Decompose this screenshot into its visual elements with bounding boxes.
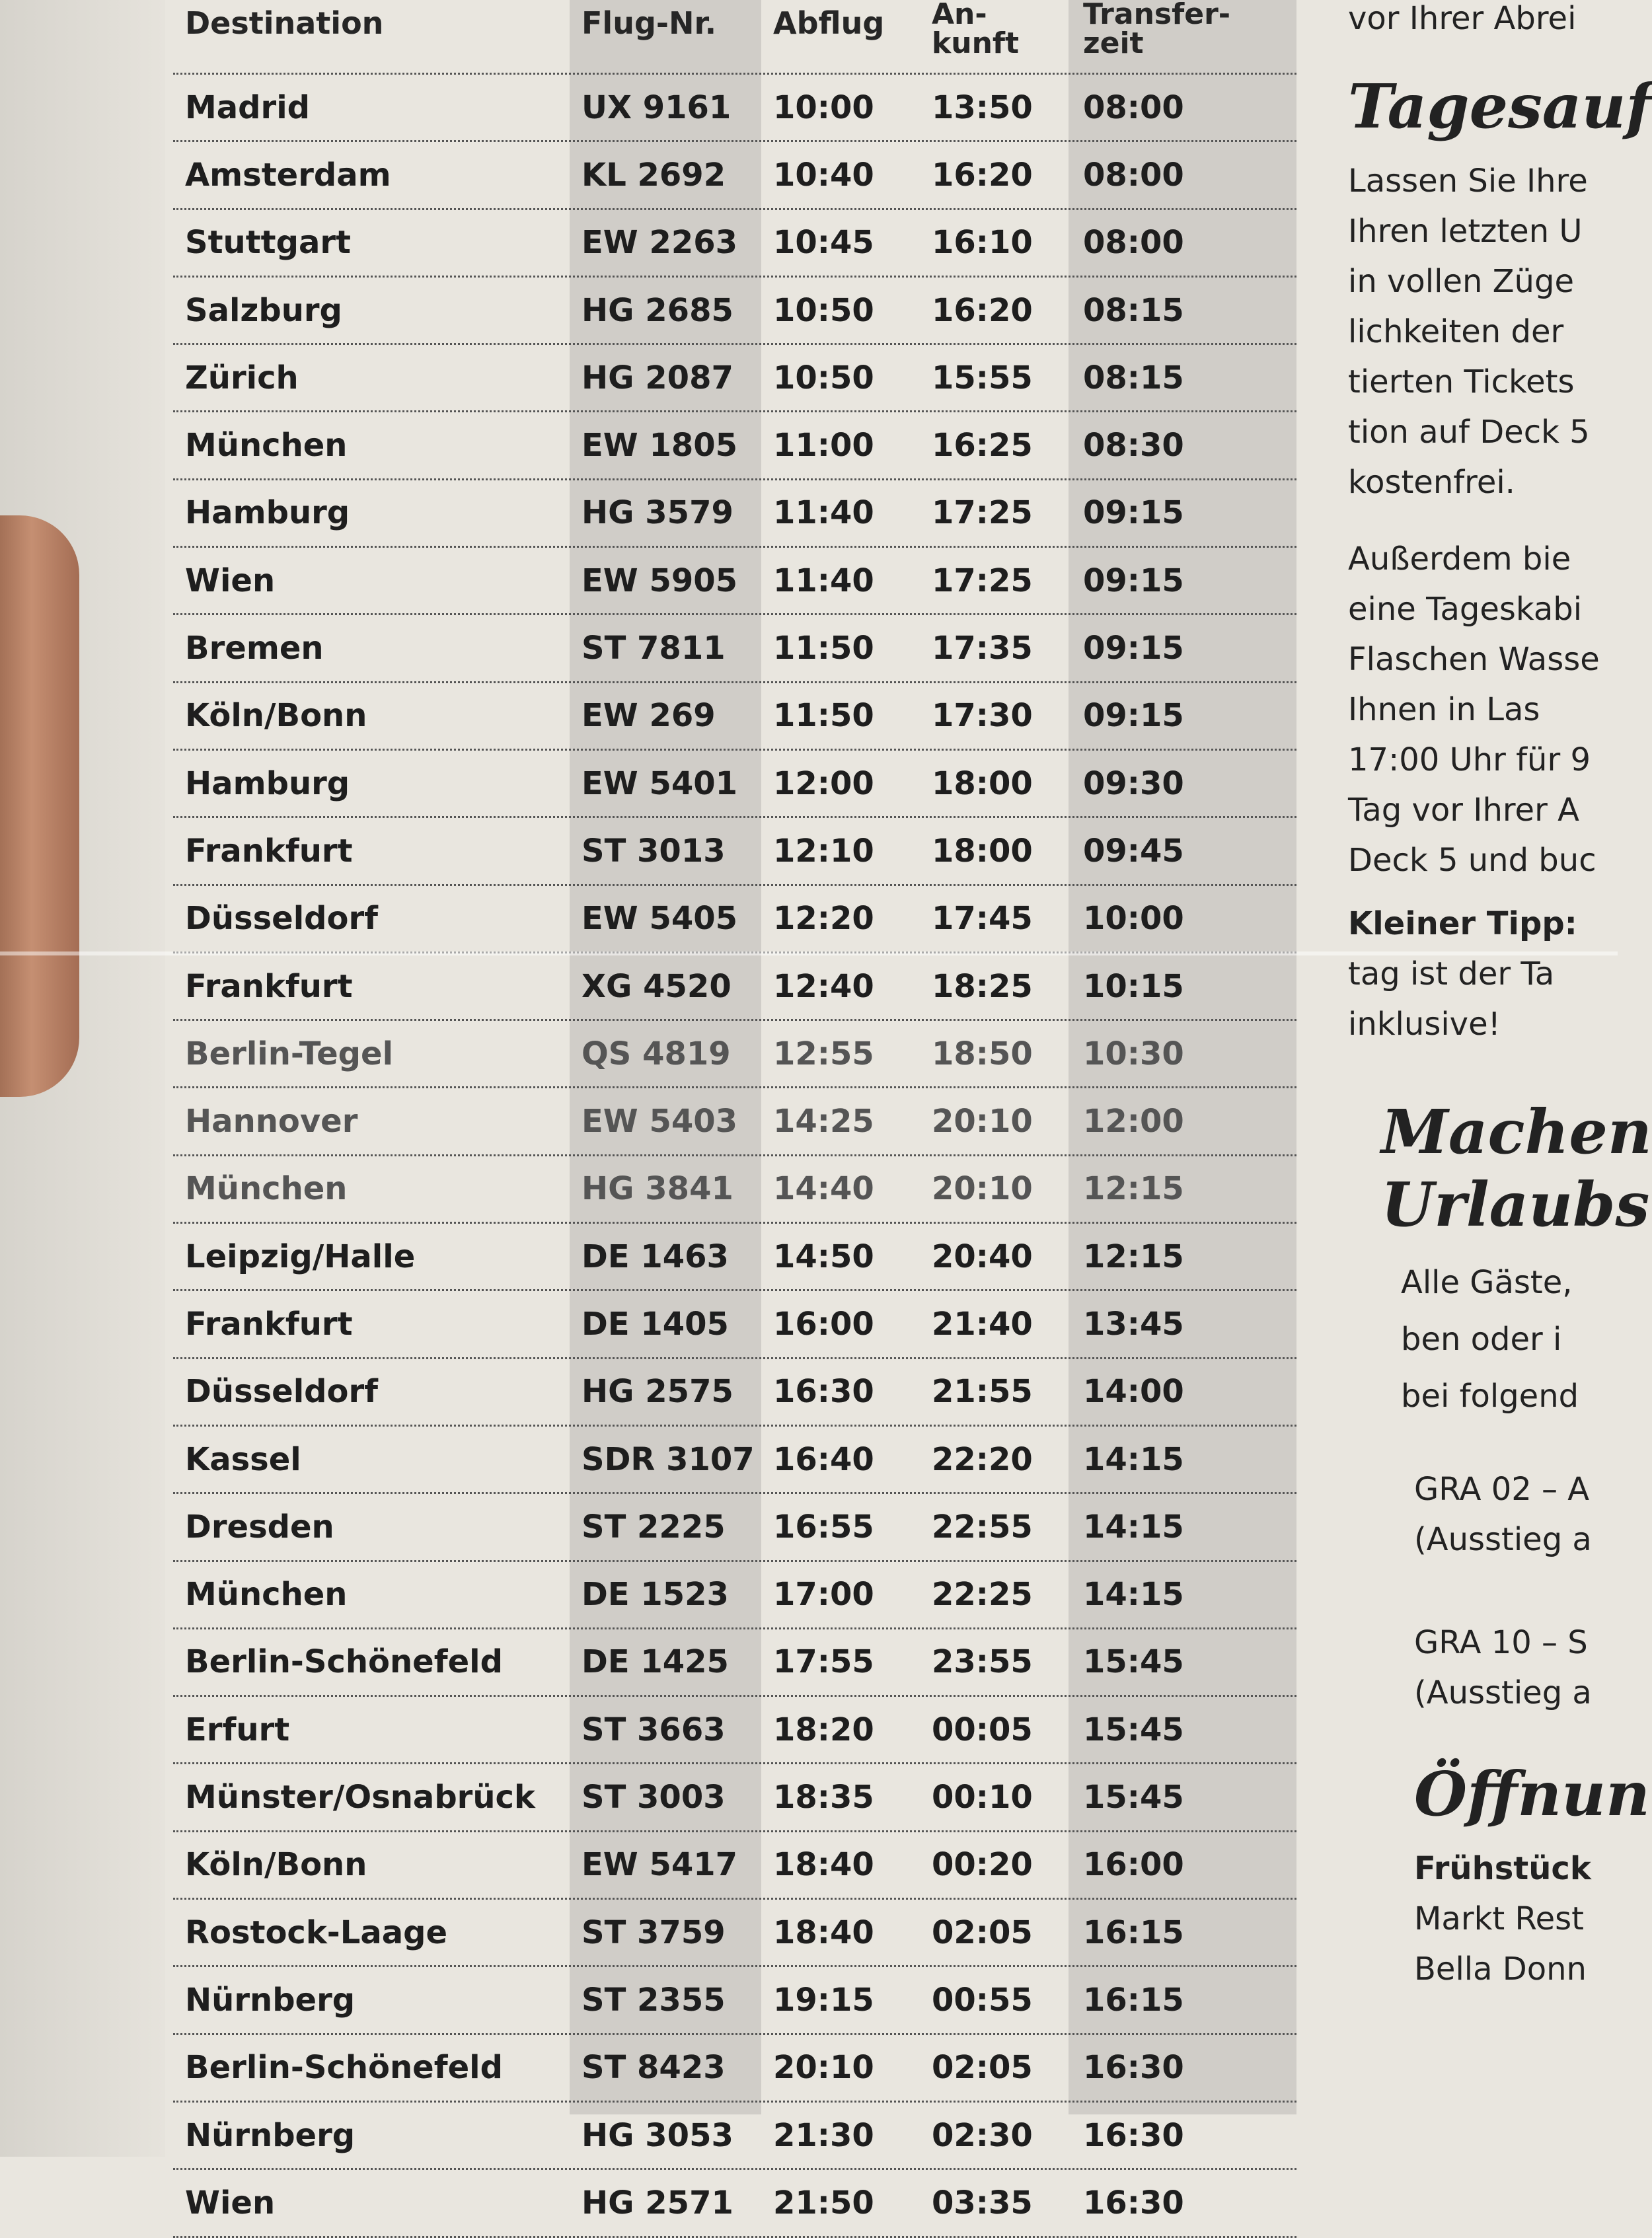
flight-number: SDR 3107 <box>582 1440 755 1478</box>
destination: München <box>185 427 348 465</box>
arrival: 02:05 <box>932 1914 1033 1951</box>
arrival: 02:30 <box>932 2116 1033 2154</box>
table-row <box>173 548 1296 615</box>
departure: 16:30 <box>773 1373 874 1411</box>
departure: 18:40 <box>773 1914 874 1951</box>
transfer-time: 09:45 <box>1083 832 1184 870</box>
table-row <box>173 1764 1296 1832</box>
text-line: Deck 5 und buc <box>1348 842 1596 879</box>
destination: Düsseldorf <box>185 900 379 938</box>
table-row <box>173 1832 1296 1900</box>
table-row <box>173 1494 1296 1561</box>
departure: 10:50 <box>773 359 874 396</box>
table-row <box>173 2170 1296 2237</box>
departure: 12:40 <box>773 967 874 1005</box>
flight-number: QS 4819 <box>582 1035 731 1072</box>
transfer-time: 08:00 <box>1083 156 1184 194</box>
flight-number: ST 3013 <box>582 832 726 870</box>
destination: Dresden <box>185 1508 334 1546</box>
transfer-time: 08:00 <box>1083 224 1184 262</box>
arrival: 22:20 <box>932 1440 1033 1478</box>
departure: 16:00 <box>773 1305 874 1343</box>
flight-number: EW 5905 <box>582 562 738 599</box>
departure: 21:30 <box>773 2116 874 2154</box>
destination: Köln/Bonn <box>185 1846 367 1884</box>
text-line: Alle Gäste, <box>1401 1264 1573 1301</box>
text-line: inklusive! <box>1348 1006 1501 1043</box>
arrival: 17:25 <box>932 562 1033 599</box>
flight-number: DE 1523 <box>582 1576 729 1614</box>
arrival: 02:05 <box>932 2049 1033 2087</box>
destination: Wien <box>185 562 276 599</box>
table-row <box>173 142 1296 209</box>
arrival: 16:20 <box>932 156 1033 194</box>
arrival: 17:25 <box>932 494 1033 532</box>
destination: Frankfurt <box>185 832 353 870</box>
text-line: in vollen Züge <box>1348 263 1574 300</box>
text-line: ben oder i <box>1401 1321 1562 1358</box>
column-header: Abflug <box>773 5 885 41</box>
text-line: Außerdem bie <box>1348 541 1571 578</box>
departure: 17:00 <box>773 1576 874 1614</box>
transfer-time: 09:15 <box>1083 494 1184 532</box>
table-row <box>173 1291 1296 1359</box>
destination: Berlin-Tegel <box>185 1035 394 1072</box>
text-line: bei folgend <box>1401 1378 1579 1415</box>
flight-number: KL 2692 <box>582 156 726 194</box>
transfer-time: 16:15 <box>1083 1914 1184 1951</box>
table-row <box>173 953 1296 1021</box>
flight-number: EW 269 <box>582 697 716 735</box>
table-row <box>173 1156 1296 1224</box>
flight-number: ST 2355 <box>582 1981 726 2019</box>
arrival: 17:30 <box>932 697 1033 735</box>
text-line: Flaschen Wasse <box>1348 641 1600 678</box>
departure: 10:50 <box>773 291 874 329</box>
arrival: 13:50 <box>932 89 1033 126</box>
transfer-time: 15:45 <box>1083 1711 1184 1748</box>
arrival: 17:35 <box>932 630 1033 667</box>
destination: Münster/Osnabrück <box>185 1779 535 1816</box>
transfer-time: 08:15 <box>1083 359 1184 396</box>
table-row <box>173 1224 1296 1291</box>
arrival: 18:50 <box>932 1035 1033 1072</box>
departure: 18:35 <box>773 1779 874 1816</box>
text-line: Ihnen in Las <box>1348 691 1540 728</box>
flight-number: EW 5401 <box>582 765 738 802</box>
table-row <box>173 1562 1296 1629</box>
arrival: 20:10 <box>932 1103 1033 1140</box>
flight-number: HG 2685 <box>582 291 733 329</box>
transfer-time: 16:00 <box>1083 1846 1184 1884</box>
arrival: 18:25 <box>932 967 1033 1005</box>
flight-number: XG 4520 <box>582 967 732 1005</box>
departure: 18:40 <box>773 1846 874 1884</box>
transfer-time: 09:15 <box>1083 630 1184 667</box>
departure: 11:40 <box>773 562 874 599</box>
text-line: tag ist der Ta <box>1348 955 1555 992</box>
text-line: Lassen Sie Ihre <box>1348 163 1588 200</box>
table-row <box>173 1967 1296 2034</box>
departure: 11:40 <box>773 494 874 532</box>
arrival: 23:55 <box>932 1643 1033 1681</box>
transfer-time: 09:15 <box>1083 697 1184 735</box>
flight-number: DE 1463 <box>582 1238 729 1275</box>
flight-number: ST 3003 <box>582 1779 726 1816</box>
departure: 17:55 <box>773 1643 874 1681</box>
text-line: Ihren letzten U <box>1348 213 1583 250</box>
flight-number: DE 1425 <box>582 1643 729 1681</box>
flight-number: EW 5403 <box>582 1103 738 1140</box>
flight-number: HG 3841 <box>582 1170 733 1208</box>
flight-number: EW 5405 <box>582 900 738 938</box>
destination: Bremen <box>185 630 324 667</box>
departure: 12:55 <box>773 1035 874 1072</box>
destination: München <box>185 1576 348 1614</box>
destination: Hamburg <box>185 494 350 532</box>
flight-table <box>173 0 1296 2238</box>
arrival: 00:05 <box>932 1711 1033 1748</box>
flight-number: ST 3759 <box>582 1914 726 1951</box>
flight-number: EW 1805 <box>582 427 738 465</box>
transfer-time: 08:00 <box>1083 89 1184 126</box>
text-line: eine Tageskabi <box>1348 591 1583 628</box>
departure: 16:55 <box>773 1508 874 1546</box>
destination: Wien <box>185 2184 276 2221</box>
arrival: 20:40 <box>932 1238 1033 1275</box>
text-line: vor Ihrer Abrei <box>1348 0 1577 37</box>
arrival: 15:55 <box>932 359 1033 396</box>
table-row <box>173 345 1296 412</box>
text-line: 17:00 Uhr für 9 <box>1348 741 1591 778</box>
text-line: tierten Tickets <box>1348 363 1575 400</box>
right-column-text <box>1348 0 1652 1994</box>
table-row <box>173 1021 1296 1088</box>
departure: 10:45 <box>773 224 874 262</box>
transfer-time: 08:30 <box>1083 427 1184 465</box>
table-row <box>173 1900 1296 1967</box>
table-row <box>173 886 1296 953</box>
departure: 18:20 <box>773 1711 874 1748</box>
text-line: (Ausstieg a <box>1414 1674 1592 1711</box>
transfer-time: 12:00 <box>1083 1103 1184 1140</box>
flight-number: UX 9161 <box>582 89 732 126</box>
column-header: Destination <box>185 5 384 41</box>
destination: Kassel <box>185 1440 301 1478</box>
flight-number: HG 2575 <box>582 1373 733 1411</box>
section-heading: Tagesauf <box>1348 71 1652 142</box>
arrival: 17:45 <box>932 900 1033 938</box>
destination: Leipzig/Halle <box>185 1238 416 1275</box>
destination: Köln/Bonn <box>185 697 367 735</box>
transfer-time: 15:45 <box>1083 1643 1184 1681</box>
departure: 14:25 <box>773 1103 874 1140</box>
arrival: 00:55 <box>932 1981 1033 2019</box>
transfer-time: 16:15 <box>1083 1981 1184 2019</box>
arrival: 21:55 <box>932 1373 1033 1411</box>
departure: 21:50 <box>773 2184 874 2221</box>
arrival: 16:10 <box>932 224 1033 262</box>
table-row <box>173 2103 1296 2170</box>
destination: Salzburg <box>185 291 342 329</box>
departure: 11:50 <box>773 697 874 735</box>
destination: Nürnberg <box>185 2116 356 2154</box>
destination: Berlin-Schönefeld <box>185 2049 503 2087</box>
table-row <box>173 75 1296 142</box>
departure: 12:00 <box>773 765 874 802</box>
destination: Hannover <box>185 1103 358 1140</box>
arrival: 16:20 <box>932 291 1033 329</box>
flight-number: ST 3663 <box>582 1711 726 1748</box>
table-row <box>173 1088 1296 1156</box>
hand-holding-paper <box>0 515 79 1097</box>
table-row <box>173 278 1296 345</box>
table-row <box>173 751 1296 818</box>
flight-number: HG 2087 <box>582 359 733 396</box>
transfer-time: 10:30 <box>1083 1035 1184 1072</box>
flight-number: HG 3579 <box>582 494 733 532</box>
transfer-time: 10:15 <box>1083 967 1184 1005</box>
arrival: 00:20 <box>932 1846 1033 1884</box>
destination: Nürnberg <box>185 1981 356 2019</box>
table-row <box>173 1359 1296 1427</box>
destination: Düsseldorf <box>185 1373 379 1411</box>
transfer-time: 12:15 <box>1083 1238 1184 1275</box>
text-line: lichkeiten der <box>1348 313 1564 350</box>
arrival: 22:55 <box>932 1508 1033 1546</box>
arrival: 03:35 <box>932 2184 1033 2221</box>
arrival: 00:10 <box>932 1779 1033 1816</box>
table-row <box>173 615 1296 683</box>
table-header <box>173 0 1296 75</box>
destination: Frankfurt <box>185 1305 353 1343</box>
transfer-time: 09:15 <box>1083 562 1184 599</box>
table-row <box>173 210 1296 278</box>
breakfast-label: Frühstück <box>1414 1850 1591 1887</box>
departure: 12:10 <box>773 832 874 870</box>
text-line: tion auf Deck 5 <box>1348 414 1590 451</box>
section-heading: Machen <box>1381 1096 1652 1168</box>
departure: 14:50 <box>773 1238 874 1275</box>
destination: Erfurt <box>185 1711 290 1748</box>
transfer-time: 08:15 <box>1083 291 1184 329</box>
arrival: 21:40 <box>932 1305 1033 1343</box>
transfer-time: 16:30 <box>1083 2116 1184 2154</box>
column-header: Transfer- zeit <box>1083 0 1231 60</box>
section-heading: Öffnun <box>1414 1758 1650 1830</box>
table-row <box>173 1427 1296 1494</box>
text-line: Tag vor Ihrer A <box>1348 792 1579 829</box>
departure: 10:40 <box>773 156 874 194</box>
transfer-time: 15:45 <box>1083 1779 1184 1816</box>
transfer-time: 14:15 <box>1083 1440 1184 1478</box>
table-row <box>173 1629 1296 1697</box>
destination: Berlin-Schönefeld <box>185 1643 503 1681</box>
destination: München <box>185 1170 348 1208</box>
departure: 20:10 <box>773 2049 874 2087</box>
column-header: Flug-Nr. <box>582 5 717 41</box>
text-line: Markt Rest <box>1414 1900 1584 1937</box>
flight-number: HG 3053 <box>582 2116 733 2154</box>
transfer-time: 13:45 <box>1083 1305 1184 1343</box>
arrival: 22:25 <box>932 1576 1033 1614</box>
flight-number: HG 2571 <box>582 2184 733 2221</box>
text-line: GRA 10 – S <box>1414 1624 1588 1661</box>
departure: 10:00 <box>773 89 874 126</box>
destination: Hamburg <box>185 765 350 802</box>
flight-number: EW 2263 <box>582 224 738 262</box>
flight-number: ST 2225 <box>582 1508 726 1546</box>
tip-label: Kleiner Tipp: <box>1348 905 1577 942</box>
flight-number: ST 7811 <box>582 630 726 667</box>
departure: 11:50 <box>773 630 874 667</box>
transfer-time: 14:15 <box>1083 1576 1184 1614</box>
table-row <box>173 683 1296 751</box>
destination: Amsterdam <box>185 156 391 194</box>
departure: 16:40 <box>773 1440 874 1478</box>
text-line: Bella Donn <box>1414 1951 1587 1988</box>
transfer-time: 10:00 <box>1083 900 1184 938</box>
destination: Stuttgart <box>185 224 351 262</box>
arrival: 18:00 <box>932 832 1033 870</box>
flight-number: DE 1405 <box>582 1305 729 1343</box>
table-row <box>173 412 1296 480</box>
arrival: 20:10 <box>932 1170 1033 1208</box>
section-heading: Urlaubs <box>1381 1169 1650 1240</box>
destination: Zürich <box>185 359 299 396</box>
departure: 19:15 <box>773 1981 874 2019</box>
table-row <box>173 1697 1296 1764</box>
table-row <box>173 818 1296 885</box>
departure: 12:20 <box>773 900 874 938</box>
text-line: (Ausstieg a <box>1414 1521 1592 1558</box>
table-row <box>173 2035 1296 2103</box>
text-line: GRA 02 – A <box>1414 1471 1590 1508</box>
departure: 14:40 <box>773 1170 874 1208</box>
destination: Madrid <box>185 89 310 126</box>
flight-number: ST 8423 <box>582 2049 726 2087</box>
departure: 11:00 <box>773 427 874 465</box>
destination: Rostock-Laage <box>185 1914 448 1951</box>
transfer-time: 14:15 <box>1083 1508 1184 1546</box>
table-row <box>173 480 1296 548</box>
text-line: kostenfrei. <box>1348 464 1515 501</box>
transfer-time: 14:00 <box>1083 1373 1184 1411</box>
transfer-time: 09:30 <box>1083 765 1184 802</box>
arrival: 16:25 <box>932 427 1033 465</box>
column-header: An- kunft <box>932 0 1020 60</box>
transfer-time: 16:30 <box>1083 2184 1184 2221</box>
arrival: 18:00 <box>932 765 1033 802</box>
flight-number: EW 5417 <box>582 1846 738 1884</box>
transfer-time: 16:30 <box>1083 2049 1184 2087</box>
transfer-time: 12:15 <box>1083 1170 1184 1208</box>
destination: Frankfurt <box>185 967 353 1005</box>
